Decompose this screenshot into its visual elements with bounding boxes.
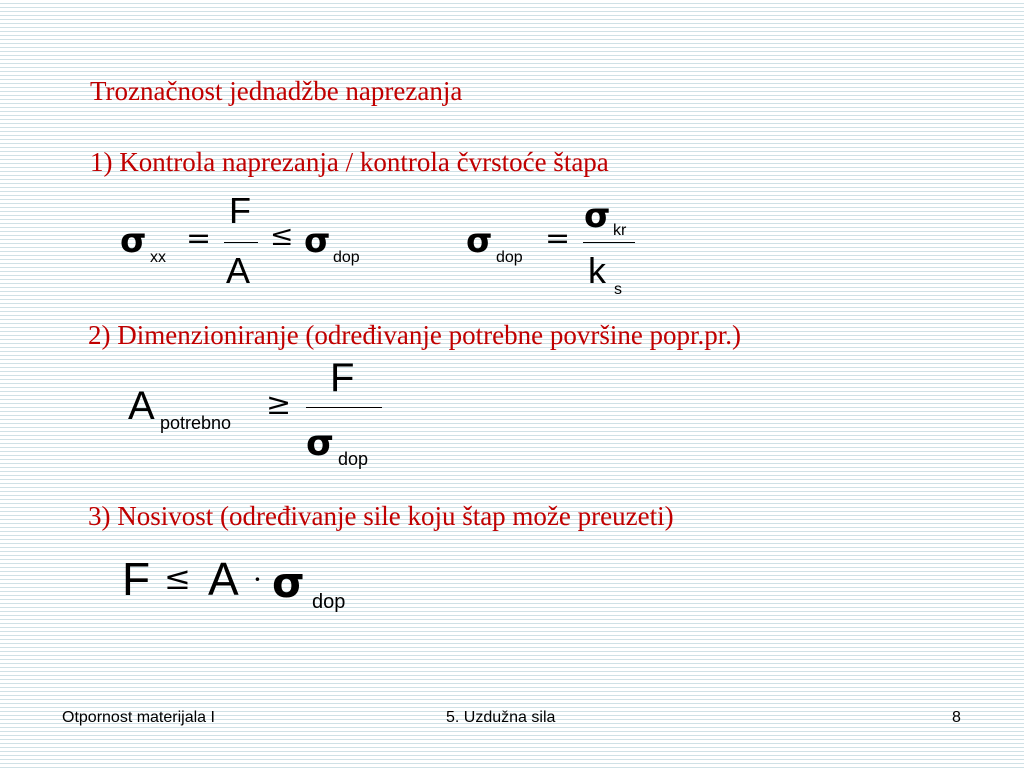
subscript-dop: dop	[338, 449, 369, 469]
fraction-bar	[583, 242, 635, 243]
slide-title: Troznačnost jednadžbe naprezanja	[90, 76, 463, 106]
denominator-A: A	[226, 250, 251, 291]
area-A: A	[128, 384, 155, 428]
sigma-symbol: σ	[120, 221, 147, 261]
subscript-dop: dop	[496, 249, 523, 266]
fraction-bar	[306, 407, 382, 408]
subscript-potrebno: potrebno	[160, 413, 232, 433]
less-equal-sign: ≤	[270, 219, 294, 252]
numerator-F: F	[330, 356, 355, 400]
subscript-dop: dop	[333, 249, 360, 266]
footer-chapter: 5. Uzdužna sila	[446, 709, 556, 726]
footer-course-name: Otpornost materijala I	[62, 709, 215, 726]
less-equal-sign: ≤	[164, 559, 191, 597]
subscript-kr: kr	[613, 222, 627, 239]
force-F: F	[122, 553, 151, 605]
fraction-bar	[224, 242, 258, 243]
sigma-symbol: σ	[466, 221, 493, 261]
sigma-symbol: σ	[306, 423, 335, 464]
page-number: 8	[952, 709, 961, 726]
section-2-heading: 2) Dimenzioniranje (određivanje potrebne površine popr.pr.)	[88, 320, 742, 350]
area-A: A	[208, 553, 239, 605]
subscript-dop: dop	[312, 591, 346, 613]
sigma-symbol: σ	[584, 196, 611, 236]
section-1-heading: 1) Kontrola naprezanja / kontrola čvrstoće štapa	[90, 147, 609, 177]
multiply-dot: ·	[253, 563, 262, 596]
equals-sign: =	[545, 221, 571, 256]
subscript-xx: xx	[150, 249, 166, 266]
numerator-F: F	[229, 190, 251, 231]
greater-equal-sign: ≥	[266, 387, 292, 422]
subscript-s: s	[614, 281, 622, 298]
sigma-symbol: σ	[304, 221, 331, 261]
sigma-symbol: σ	[272, 558, 305, 607]
section-3-heading: 3) Nosivost (određivanje sile koju štap može preuzeti)	[88, 501, 674, 531]
equals-sign: =	[186, 221, 212, 256]
denominator-k: k	[588, 250, 606, 291]
